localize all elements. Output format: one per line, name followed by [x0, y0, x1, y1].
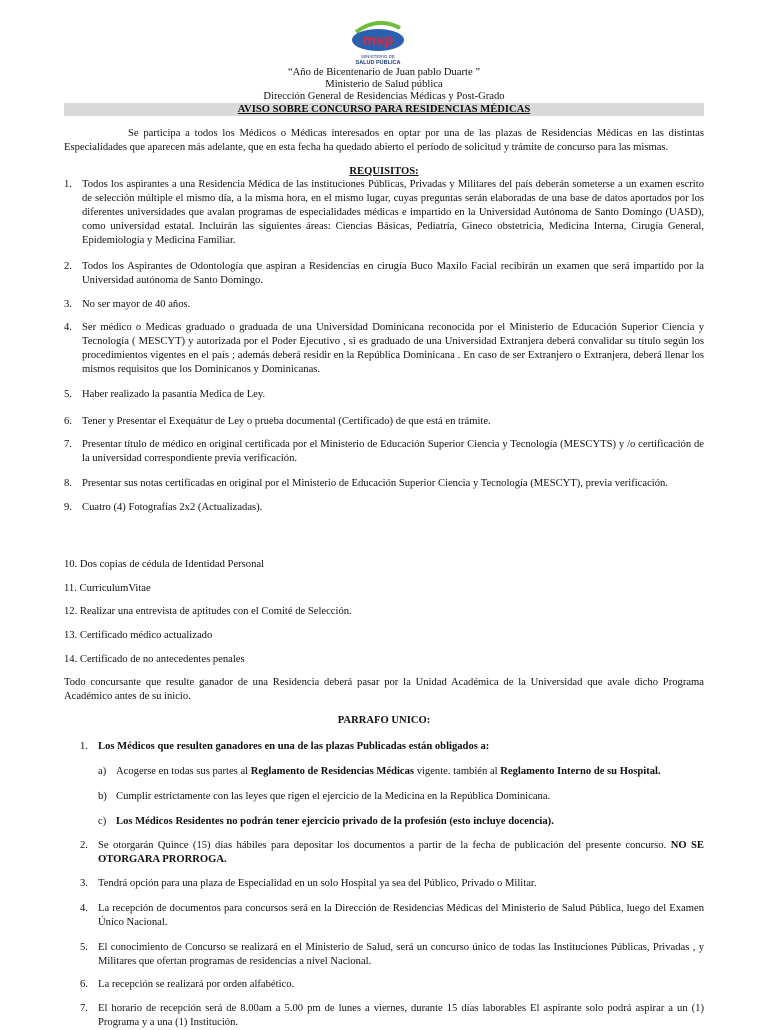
- direction-name: Dirección General de Residencias Médicas y Post-Grado: [263, 91, 505, 102]
- list-item: 11. CurriculumVitae: [64, 583, 151, 594]
- list-number: 2.: [80, 840, 88, 851]
- list-text: Ser médico o Medicas graduado o graduada de una Universidad Dominicana reconocida por el Ministerio de Educación Superior Ciencia y Tecnología ( MESCYT) y autorizada por el Poder Ejecutivo , si es graduado de una Universidad Extranjera deberá convalidar su título según los procedimientos vigentes en el país ; además deberá residir en la República Dominicana . En caso de ser Extranjero o Extranjera, deberá llenar los mismos requisitos que los Dominicanos y Dominicanas.: [82, 322, 704, 375]
- list-item: [80, 902, 704, 930]
- list-text: Presentar sus notas certificadas en original por el Ministerio de Educación Superior Ciencia y Tecnología (MESCYT), previa verificación.: [82, 478, 668, 489]
- list-number: 1.: [80, 741, 88, 752]
- list-item: [80, 839, 704, 867]
- notice-title: AVISO SOBRE CONCURSO PARA RESIDENCIAS MÉDICAS: [237, 104, 531, 115]
- list-number: 6.: [80, 979, 88, 990]
- list-text: No ser mayor de 40 años.: [82, 299, 191, 310]
- list-letter: b): [98, 791, 107, 802]
- list-text: El horario de recepción será de 8.00am a 5.00 pm de lunes a viernes, durante 15 días laborables El aspirante solo podrá aspirar a un (1) Programa y a una (1) Institución.: [98, 1003, 704, 1028]
- list-item: [64, 178, 704, 248]
- list-text: Los Médicos que resulten ganadores en una de las plazas Publicadas están obligados a:: [98, 741, 490, 752]
- parrafo-heading: PARRAFO UNICO:: [337, 715, 431, 726]
- list-text: El conocimiento de Concurso se realizará en el Ministerio de Salud, será un concurso único de todas las Instituciones Públicas, Privadas , y Militares que ofertan programas de residencias a nivel Nacional.: [98, 942, 704, 967]
- list-item: [98, 790, 704, 804]
- regulation-name: Reglamento de Residencias Médicas: [250, 766, 415, 777]
- svg-text:SALUD PÚBLICA: SALUD PÚBLICA: [355, 60, 401, 66]
- list-item: 10. Dos copias de cédula de Identidad Personal: [64, 559, 265, 570]
- list-text: Tendrá opción para una plaza de Especialidad en un solo Hospital ya sea del Público, Privado o Militar.: [98, 878, 537, 889]
- list-number: 4.: [64, 322, 72, 333]
- list-number: 3.: [64, 299, 72, 310]
- list-item: [64, 298, 704, 312]
- svg-text:msp: msp: [362, 32, 394, 49]
- list-item: [80, 740, 704, 754]
- list-item: [80, 941, 704, 969]
- list-number: 6.: [64, 416, 72, 427]
- list-text: Los Médicos Residentes no podrán tener ejercicio privado de la profesión (esto incluye docencia).: [116, 816, 554, 827]
- ministry-logo: [348, 18, 408, 66]
- list-item: [64, 388, 704, 402]
- list-item: [64, 501, 704, 515]
- no-extension-notice: NO SE OTORGARA PRORROGA.: [98, 840, 705, 865]
- list-item: [64, 260, 704, 288]
- year-motto: “Año de Bicentenario de Juan pablo Duarte ”: [287, 67, 481, 78]
- list-text: Presentar título de médico en original certificada por el Ministerio de Educación Superior Ciencia y Tecnología (MESCYTS) y /o certificación de la universidad correspondiente previa verificación.: [82, 439, 704, 464]
- list-item: [64, 321, 704, 377]
- list-item: [64, 415, 704, 429]
- list-item: 12. Realizar una entrevista de aptitudes con el Comité de Selección.: [64, 606, 352, 617]
- list-item: [64, 438, 704, 466]
- list-text: La recepción de documentos para concursos será en la Dirección de Residencias Médicas del Ministerio de Salud Pública, luego del Examen Único Nacional.: [98, 903, 704, 928]
- list-item: 13. Certificado médico actualizado: [64, 630, 213, 641]
- closing-paragraph: Todo concursante que resulte ganador de una Residencia deberá pasar por la Unidad Académica de la Universidad que avale dicho Programa Académico antes de su inicio.: [64, 677, 704, 702]
- list-number: 1.: [64, 179, 72, 190]
- list-number: 9.: [64, 502, 72, 513]
- list-item: [64, 477, 704, 491]
- list-item: [80, 1002, 704, 1030]
- list-item: [80, 877, 704, 891]
- regulation-name: Reglamento Interno de su Hospital.: [500, 766, 661, 777]
- list-text: Haber realizado la pasantía Medica de Ley.: [82, 389, 266, 400]
- list-text: Todos los aspirantes a una Residencia Médica de las instituciones Públicas, Privadas y Militares del país deberán someterse a un examen escrito de selección múltiple el mismo día, a la misma hora, en el mismo lugar, cuyas preguntas serán elaboradas de una base de datos aportados por los diferentes universidades que avalan programas de especialidades médicas e impartido en la Universidad Autónoma de Santo Domingo (UASD), como universidad estatal. Incluirán las siguientes áreas: Ciencias Básicas, Pediatría, Gineco obstetricia, Medicina Interna, Cirugía General, Epidemiología y Medicina Familiar.: [82, 179, 704, 246]
- list-number: 8.: [64, 478, 72, 489]
- list-number: 3.: [80, 878, 88, 889]
- list-text: Cuatro (4) Fotografías 2x2 (Actualizadas).: [82, 502, 263, 513]
- list-item: [98, 815, 704, 829]
- text-run: Se otorgarán Quince (15) días hábiles para depositar los documentos a partir de la fecha de publicación del presente concurso.: [98, 840, 671, 851]
- list-text: Todos los Aspirantes de Odontología que aspiran a Residencias en cirugía Buco Maxilo Facial recibirán un examen que será impartido por la Universidad autónoma de Santo Domingo.: [82, 261, 704, 286]
- list-letter: c): [98, 816, 107, 827]
- text-run: Acogerse en todas sus partes al: [116, 766, 251, 777]
- list-number: 5.: [80, 942, 88, 953]
- list-number: 2.: [64, 261, 72, 272]
- list-letter: a): [98, 766, 107, 777]
- list-text: Tener y Presentar el Exequátur de Ley o prueba documental (Certificado) de que está en trámite.: [82, 416, 491, 427]
- intro-paragraph: Se participa a todos los Médicos o Médicas interesados en optar por una de las plazas de Residencias Médicas en las distintas Especialidades que aparecen más adelante, que en esta fecha ha quedado abierto el período de solicitud y trámite de concurso para las mismas.: [64, 128, 704, 153]
- svg-text:MINISTERIO DE: MINISTERIO DE: [361, 54, 395, 59]
- notice-title-banner: [64, 103, 704, 116]
- list-text: La recepción se realizará por orden alfabético.: [98, 979, 295, 990]
- list-text: [98, 839, 704, 867]
- list-number: 4.: [80, 903, 88, 914]
- text-run: vigente. también al: [414, 766, 501, 777]
- list-text: [116, 765, 704, 779]
- list-item: [80, 978, 704, 992]
- list-number: 5.: [64, 389, 72, 400]
- ministry-name: Ministerio de Salud pública: [325, 79, 443, 90]
- list-item: 14. Certificado de no antecedentes penales: [64, 654, 245, 665]
- list-number: 7.: [64, 439, 72, 450]
- requisitos-heading: REQUISITOS:: [349, 166, 419, 177]
- list-item: [98, 765, 704, 779]
- list-number: 7.: [80, 1003, 88, 1014]
- list-text: Cumplir estrictamente con las leyes que rigen el ejercicio de la Medicina en la República Dominicana.: [116, 791, 551, 802]
